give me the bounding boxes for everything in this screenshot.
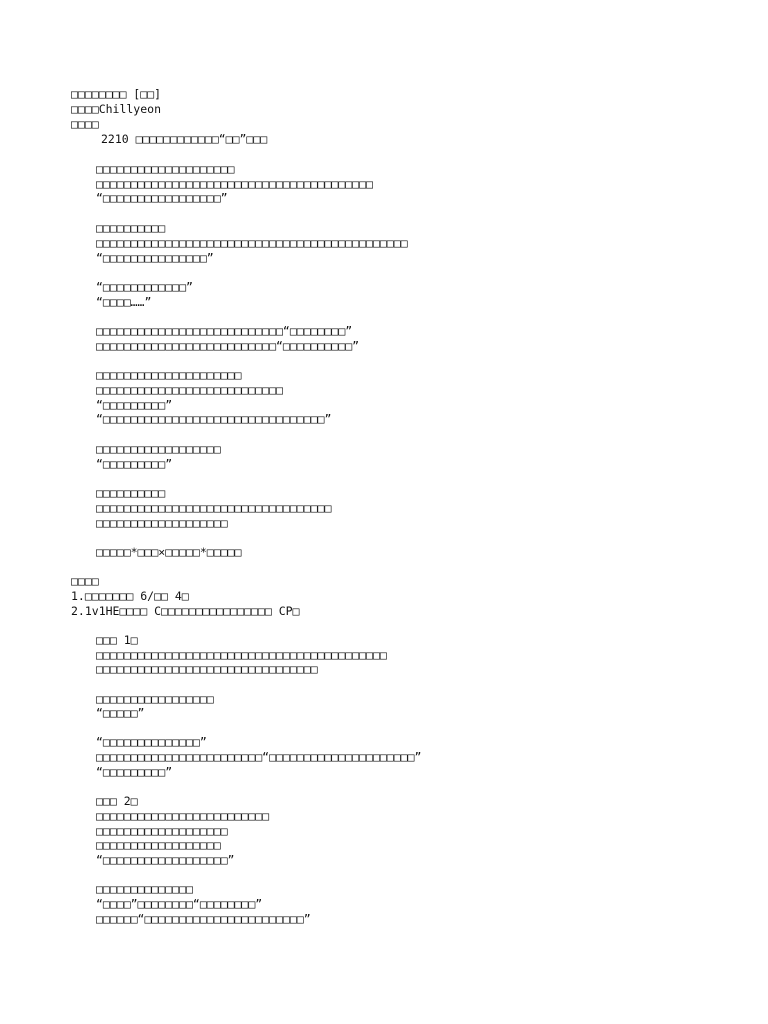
text-line: □□□ 2□	[96, 794, 138, 808]
text-line: □□□□□□□□□□□□□□□□□□□□□□□□□	[96, 809, 270, 823]
text-line: “□□□□□□□□□□□□□□□□□□□□□□□□□□□□□□□□”	[96, 412, 332, 426]
text-line: □□□□□□□□□□□□□□□□□	[96, 692, 214, 706]
text-line: “□□□□□”	[96, 706, 145, 720]
text-line: 2210 □□□□□□□□□□□□“□□”□□□	[101, 132, 268, 146]
text-line: □□□□□□□□□□□□□□□□□□□□□□□□□□□“□□□□□□□□”	[96, 324, 353, 338]
text-line: □□□ 1□	[96, 633, 138, 647]
section-label: □□□□	[71, 117, 99, 131]
text-line: “□□□□□□□□□”	[96, 457, 173, 471]
text-line: “□□□□□□□□□□□□□□□□□□”	[96, 853, 235, 867]
text-line: “□□□□□□□□□□□□□□□”	[96, 251, 214, 265]
text-line: □□□□□□“□□□□□□□□□□□□□□□□□□□□□□□”	[96, 912, 311, 926]
text-line: □□□□□□□□□□□□□□□□□□□	[96, 516, 228, 530]
text-line: “□□□□□□□□□□□□□□□□□”	[96, 191, 228, 205]
header-title: □□□□□□□□ [□□]	[71, 87, 162, 101]
list-item: 1.□□□□□□□ 6/□□ 4□	[71, 589, 189, 603]
text-line: “□□□□□□□□□”	[96, 398, 173, 412]
text-line: □□□□□□□□□□	[96, 221, 166, 235]
text-line: □□□□□□□□□□□□□□□□□□	[96, 838, 221, 852]
author-line: □□□□Chillyeon	[71, 102, 162, 116]
text-line: □□□□□□□□□□□□□□□□□□□□□□□□□□□□□□□□□□□□□□□□□□	[96, 648, 387, 662]
text-line: □□□□□□□□□□□□□□□□□□□□□□□□□□□□□□□□□□□□□□□□	[96, 177, 373, 191]
text-line: “□□□□□□□□□”	[96, 765, 173, 779]
text-line: □□□□□□□□□□□□□□	[96, 882, 193, 896]
text-line: “□□□□……”	[96, 295, 152, 309]
text-line: □□□□□□□□□□□□□□□□□□□	[96, 824, 228, 838]
text-line: □□□□□□□□□□□□□□□□□□□□□□□□“□□□□□□□□□□□□□□□□□□□□□”	[96, 750, 422, 764]
list-item: 2.1v1HE□□□□ C□□□□□□□□□□□□□□□□ CP□	[71, 604, 300, 618]
text-line: □□□□□□□□□□□□□□□□□□□□□□□□□□□□□□□□□□□□□□□□□□□□□	[96, 236, 408, 250]
text-line: □□□□□□□□□□□□□□□□□□□□□□□□□□□□□□□□□□	[96, 501, 332, 515]
section-label: □□□□	[71, 574, 99, 588]
text-line: □□□□□□□□□□□□□□□□□□□□□□□□□□□	[96, 383, 283, 397]
text-line: □□□□□□□□□□□□□□□□□□□□□□□□□□□□□□□□	[96, 662, 318, 676]
text-line: □□□□□□□□□□□□□□□□□□	[96, 442, 221, 456]
text-line: “□□□□□□□□□□□□□□”	[96, 735, 207, 749]
text-line: □□□□□□□□□□□□□□□□□□□□□□□□□□“□□□□□□□□□□”	[96, 339, 360, 353]
text-line: “□□□□”□□□□□□□□“□□□□□□□□”	[96, 897, 263, 911]
text-line: □□□□□□□□□□	[96, 486, 166, 500]
scene-divider: □□□□□*□□□×□□□□□*□□□□□	[96, 545, 242, 559]
text-line: □□□□□□□□□□□□□□□□□□□□□	[96, 368, 242, 382]
text-line: “□□□□□□□□□□□□”	[96, 280, 193, 294]
text-line: □□□□□□□□□□□□□□□□□□□□	[96, 162, 235, 176]
